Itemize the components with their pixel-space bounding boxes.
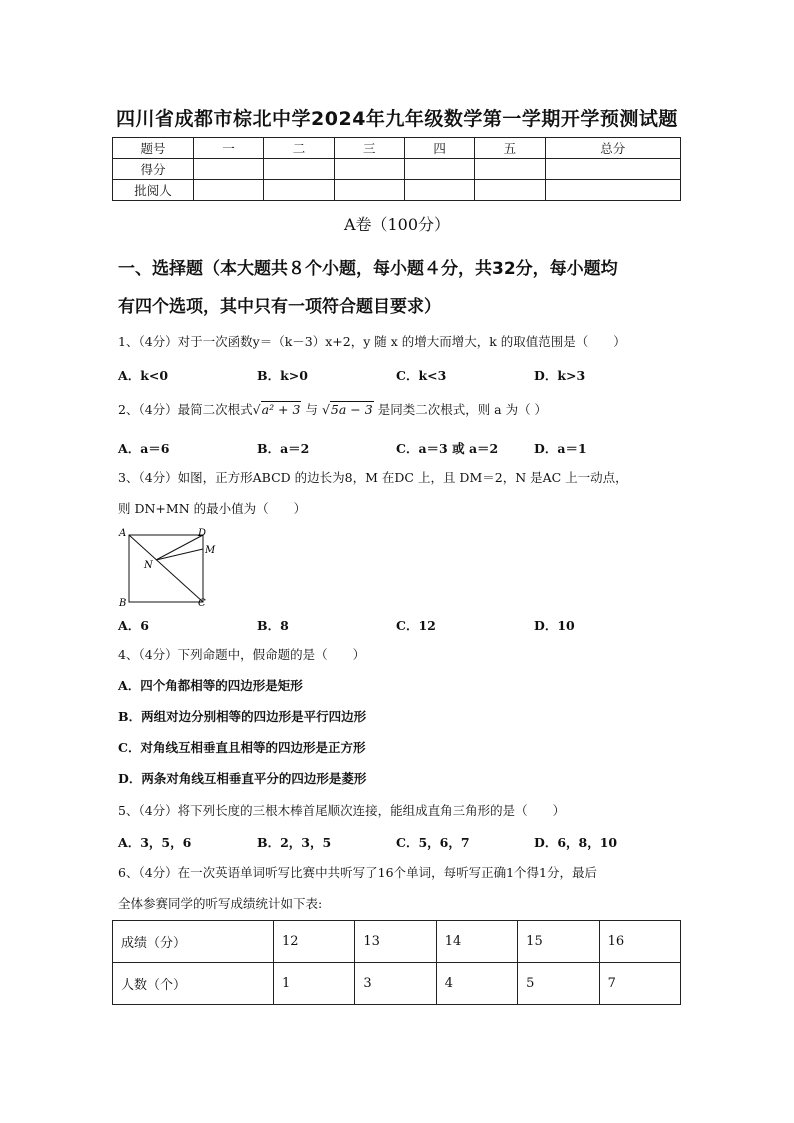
- option-d: D．k>3: [534, 368, 586, 383]
- label-a: A: [119, 528, 127, 539]
- option-a: A．6: [118, 618, 149, 633]
- question-2: [118, 401, 688, 419]
- score-header-cell: 一: [194, 138, 264, 159]
- score-header-cell: 三: [334, 138, 404, 159]
- option-d: D．6，8，10: [534, 835, 618, 850]
- option-b: B．两组对边分别相等的四边形是平行四边形: [118, 709, 367, 724]
- part-heading-line2: 有四个选项，其中只有一项符合题目要求）: [118, 297, 441, 317]
- grade-cell: 4: [436, 963, 517, 1005]
- score-table-header-row: [113, 138, 681, 159]
- score-cell: [264, 180, 334, 201]
- score-cell: [334, 159, 404, 180]
- score-table-row: [113, 159, 681, 180]
- option-a: A．四个角都相等的四边形是矩形: [118, 678, 303, 693]
- segment-mn: [156, 549, 203, 560]
- question-6-line1: 6、（4分）在一次英语单词听写比赛中共听写了16个单词，每听写正确1个得1分，最后: [118, 865, 597, 880]
- option-c: C．12: [396, 618, 436, 633]
- grade-row-count: [113, 963, 681, 1005]
- question-6-line2: 全体参赛同学的听写成绩统计如下表:: [118, 896, 323, 911]
- segment-dn: [156, 535, 203, 560]
- grade-cell: 13: [355, 921, 436, 963]
- section-heading: A卷（100分）: [343, 215, 451, 234]
- label-n: N: [144, 560, 153, 571]
- question-3-line1: 3、（4分）如图，正方形ABCD 的边长为8，M 在DC 上，且 DM＝2，N 是AC 上一动点，: [118, 470, 628, 485]
- question-2-text-a: 2、（4分）最简二次根式: [118, 402, 253, 417]
- label-d: D: [198, 528, 207, 539]
- grade-table: [112, 920, 681, 1005]
- score-header-cell: 总分: [545, 138, 680, 159]
- question-2-options: [118, 439, 688, 457]
- score-cell: [404, 159, 474, 180]
- question-1-text-cont: y＝（k－3）x+2，y 随 x 的增大而增大，k 的取值范围是（ ）: [252, 334, 626, 349]
- option-a: A．a＝6: [118, 441, 170, 456]
- score-row-label: 批阅人: [113, 180, 194, 201]
- score-cell: [475, 180, 545, 201]
- option-a: A．k<0: [118, 368, 169, 383]
- grade-cell: 5: [518, 963, 599, 1005]
- option-d: D．两条对角线互相垂直平分的四边形是菱形: [118, 771, 367, 786]
- question-3-options: [118, 616, 688, 634]
- score-cell: [404, 180, 474, 201]
- option-b: B．2，3，5: [257, 835, 332, 850]
- label-m: M: [205, 545, 216, 556]
- question-1: [118, 333, 688, 351]
- score-cell: [194, 159, 264, 180]
- part-heading-line1: 一、选择题（本大题共８个小题，每小题４分，共32分，每小题均: [118, 259, 618, 279]
- score-cell: [264, 159, 334, 180]
- grade-cell: 7: [599, 963, 680, 1005]
- grade-cell: 人数（个）: [113, 963, 274, 1005]
- question-1-text: 1、（4分）对于一次函数: [118, 334, 253, 349]
- score-row-label: 得分: [113, 159, 194, 180]
- option-d: D．a＝1: [534, 441, 587, 456]
- grade-cell: 成绩（分）: [113, 921, 274, 963]
- option-c: C．a＝3 或 a＝2: [396, 441, 499, 456]
- score-cell: [475, 159, 545, 180]
- score-cell: [545, 180, 680, 201]
- question-5: 5、（4分）将下列长度的三根木棒首尾顺次连接，能组成直角三角形的是（ ）: [118, 803, 566, 818]
- radicand-2: 5a − 3: [330, 402, 373, 417]
- score-table-row: [113, 180, 681, 201]
- page-title: 四川省成都市棕北中学2024年九年级数学第一学期开学预测试题: [116, 108, 678, 130]
- score-cell: [545, 159, 680, 180]
- grade-row-score: [113, 921, 681, 963]
- option-c: C．对角线互相垂直且相等的四边形是正方形: [118, 740, 366, 755]
- question-4: 4、（4分）下列命题中，假命题的是（ ）: [118, 647, 366, 662]
- score-cell: [194, 180, 264, 201]
- label-c: C: [198, 598, 206, 609]
- label-b: B: [119, 598, 127, 609]
- question-2-text-b: 与: [305, 402, 318, 417]
- radical-sign: √: [252, 402, 261, 417]
- grade-cell: 3: [355, 963, 436, 1005]
- score-header-cell: 四: [404, 138, 474, 159]
- score-cell: [334, 180, 404, 201]
- option-b: B．8: [257, 618, 289, 633]
- grade-cell: 12: [274, 921, 355, 963]
- square-figure: [116, 527, 216, 609]
- grade-cell: 15: [518, 921, 599, 963]
- option-d: D．10: [534, 618, 575, 633]
- option-c: C．5，6，7: [396, 835, 470, 850]
- diagonal-ac: [129, 535, 203, 602]
- radicand-1: a² + 3: [261, 402, 301, 417]
- question-5-options: [118, 833, 688, 851]
- option-b: B．a＝2: [257, 441, 310, 456]
- score-header-cell: 二: [264, 138, 334, 159]
- score-table: [112, 137, 681, 201]
- question-3-line2: 则 DN+MN 的最小值为（ ）: [118, 501, 307, 516]
- radical-sign: √: [321, 402, 330, 417]
- grade-cell: 16: [599, 921, 680, 963]
- score-header-cell: 五: [475, 138, 545, 159]
- grade-cell: 14: [436, 921, 517, 963]
- grade-cell: 1: [274, 963, 355, 1005]
- option-a: A．3，5，6: [118, 835, 192, 850]
- score-header-cell: 题号: [113, 138, 194, 159]
- option-b: B．k>0: [257, 368, 308, 383]
- question-2-text-c: 是同类二次根式，则 a 为（ ）: [377, 402, 548, 417]
- question-1-options: [118, 366, 688, 384]
- option-c: C．k<3: [396, 368, 447, 383]
